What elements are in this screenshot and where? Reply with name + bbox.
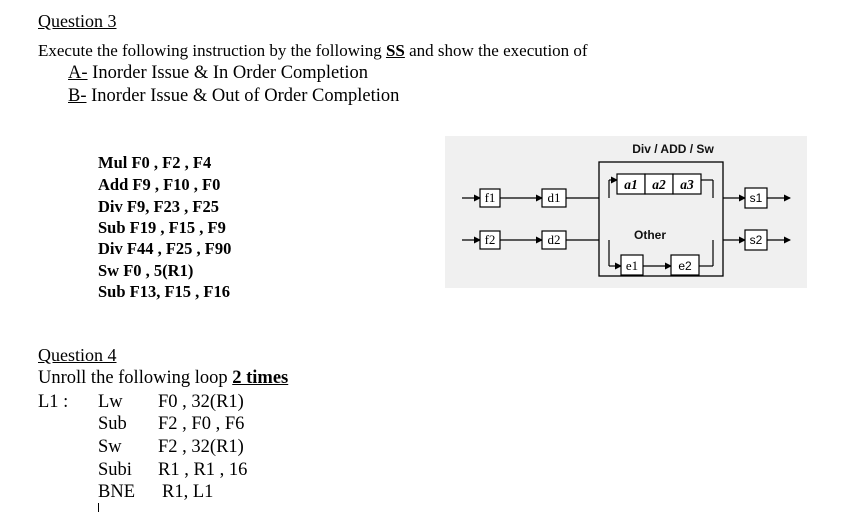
instruction-line: Add F9 , F10 , F0 (98, 175, 221, 194)
intro-text: Unroll the following loop (38, 368, 233, 388)
e-stage-2-label: e2 (678, 259, 692, 273)
instruction-line: Sw F0 , 5(R1) (98, 261, 194, 280)
fetch-stage-1-label: f1 (484, 190, 496, 205)
option-b-text: Inorder Issue & Out of Order Completion (91, 86, 400, 106)
times-term: 2 times (232, 368, 289, 388)
text-cursor (98, 503, 99, 512)
instruction-line: Sub F19 , F15 , F9 (98, 218, 226, 237)
pipeline-diagram (445, 136, 807, 288)
question-3-title: Question 3 (38, 11, 117, 31)
option-a-text: Inorder Issue & In Order Completion (92, 63, 369, 83)
store-stage-1-label: s1 (749, 191, 763, 205)
ss-term: SS (385, 41, 405, 60)
a-stage-3-label: a3 (680, 177, 694, 192)
e-stage-1-label: e1 (625, 258, 639, 273)
option-a (68, 63, 368, 84)
intro-text: Execute the following instruction by the following (38, 41, 386, 60)
intro-text-suffix: and show the execution of (404, 41, 588, 60)
question-3-intro (38, 41, 588, 61)
decode-stage-2-label: d2 (547, 232, 561, 247)
loop-args: F2 , F0 , F6 (158, 414, 245, 434)
loop-args: R1 , R1 , 16 (158, 460, 248, 480)
instruction-line: Div F44 , F25 , F90 (98, 239, 232, 258)
loop-op: Sw (98, 437, 122, 457)
loop-args: R1, L1 (162, 482, 214, 502)
loop-op: Sub (98, 414, 127, 434)
option-b-letter: B- (68, 86, 87, 106)
loop-op: Lw (98, 392, 123, 412)
instruction-line: Mul F0 , F2 , F4 (98, 153, 212, 172)
question-4-title: Question 4 (38, 345, 117, 365)
store-stage-2-label: s2 (749, 233, 763, 247)
instruction-line: Sub F13, F15 , F16 (98, 282, 231, 301)
decode-stage-1-label: d1 (547, 190, 561, 205)
top-unit-label: Div / ADD / Sw (632, 142, 714, 156)
fetch-stage-2-label: f2 (484, 232, 496, 247)
a-stage-1-label: a1 (624, 177, 638, 192)
pipeline-svg (445, 136, 807, 288)
option-a-letter: A- (68, 63, 88, 83)
option-b (68, 86, 399, 107)
question-4-intro (38, 368, 288, 389)
loop-args: F2 , 32(R1) (158, 437, 244, 457)
a-stage-2-label: a2 (652, 177, 666, 192)
loop-label: L1 : (38, 392, 69, 412)
loop-op: BNE (98, 482, 135, 502)
loop-op: Subi (98, 460, 132, 480)
instruction-line: Div F9, F23 , F25 (98, 197, 219, 216)
loop-args: F0 , 32(R1) (158, 392, 244, 412)
other-unit-label: Other (633, 228, 667, 242)
